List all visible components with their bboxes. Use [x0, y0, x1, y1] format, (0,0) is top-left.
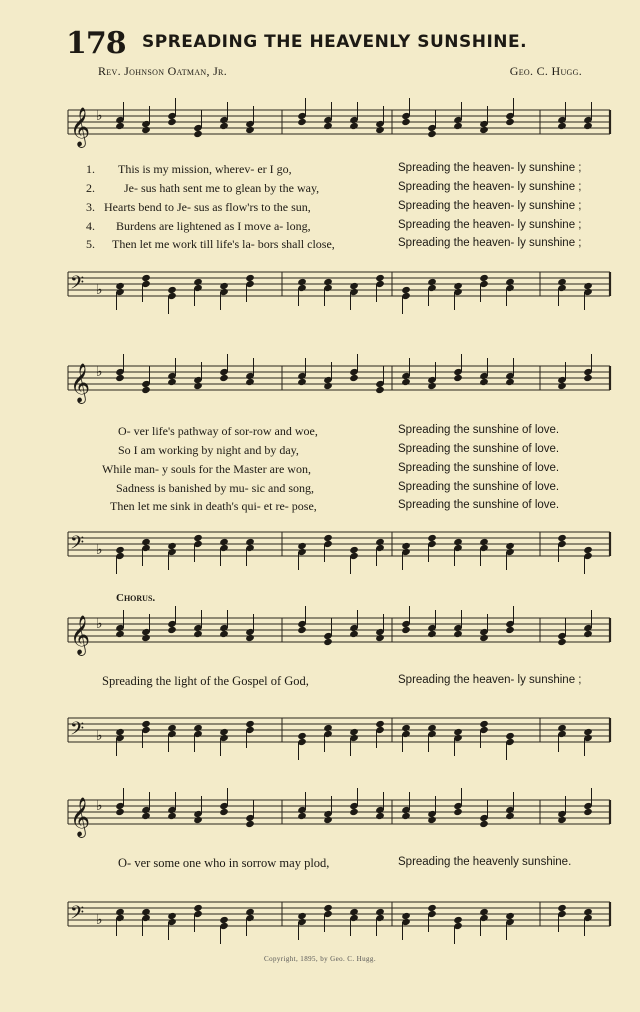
- lyric-text: Then let me sink in death's qui- et re- pose,: [110, 499, 317, 513]
- lyric-text: Spreading the light of the Gospel of God,: [102, 674, 309, 688]
- bass-staff-system-2: [0, 518, 640, 588]
- lyric-text-refrain: Spreading the heaven- ly sunshine ;: [398, 162, 582, 174]
- bass-clef-icon: 𝄢: [70, 719, 85, 744]
- treble-staff-system-2: [0, 352, 640, 422]
- note-head: [141, 386, 151, 394]
- note-head: [349, 374, 359, 382]
- treble-clef-icon: 𝄞: [70, 107, 91, 147]
- treble-staff-system-4: [0, 786, 640, 846]
- lyric-text-refrain: Spreading the heaven- ly sunshine ;: [398, 200, 582, 212]
- note-head: [193, 630, 203, 638]
- lyric-text: O- ver life's pathway of sor-row and woe,: [118, 424, 318, 438]
- composer-credit: Geo. C. Hugg.: [509, 64, 582, 78]
- note-head: [245, 126, 255, 134]
- lyric-text-refrain: Spreading the heaven- ly sunshine ;: [398, 181, 582, 193]
- note-head: [505, 626, 515, 634]
- note-head: [505, 378, 515, 386]
- note-head: [219, 808, 229, 816]
- treble-clef-icon: 𝄞: [70, 797, 91, 837]
- note-head: [245, 634, 255, 642]
- treble-staff-system-3: [0, 604, 640, 664]
- note-head: [323, 816, 333, 824]
- note-head: [401, 626, 411, 634]
- note-head: [375, 126, 385, 134]
- lyric-text-refrain: Spreading the heaven- ly sunshine ;: [398, 219, 582, 231]
- verse-number: 3.: [86, 200, 95, 214]
- flat-key-signature-icon: ♭: [96, 798, 103, 814]
- note-head: [193, 816, 203, 824]
- note-head: [115, 122, 125, 130]
- note-head: [219, 122, 229, 130]
- lyric-text: This is my mission, wherev- er I go,: [118, 162, 292, 176]
- note-head: [557, 638, 567, 646]
- note-head: [427, 816, 437, 824]
- treble-clef-icon: 𝄞: [70, 363, 91, 403]
- note-head: [453, 374, 463, 382]
- note-head: [479, 378, 489, 386]
- note-head: [557, 816, 567, 824]
- note-head: [219, 630, 229, 638]
- flat-key-signature-icon: ♭: [96, 108, 103, 124]
- note-head: [193, 130, 203, 138]
- lyric-text: Hearts bend to Je- sus as flow'rs to the sun,: [104, 200, 311, 214]
- note-head: [349, 122, 359, 130]
- note-head: [453, 122, 463, 130]
- note-head: [583, 122, 593, 130]
- hymn-title: SPREADING THE HEAVENLY SUNSHINE.: [142, 32, 528, 52]
- verse-number: 2.: [86, 181, 95, 195]
- lyric-text-refrain: Spreading the sunshine of love.: [398, 424, 560, 436]
- note-head: [375, 634, 385, 642]
- verse-number: 1.: [86, 162, 95, 176]
- copyright-notice: Copyright, 1895, by Geo. C. Hugg.: [264, 955, 376, 963]
- note-head: [401, 378, 411, 386]
- note-head: [375, 386, 385, 394]
- note-head: [141, 126, 151, 134]
- note-head: [557, 382, 567, 390]
- flat-key-signature-icon: ♭: [96, 364, 103, 380]
- bass-clef-icon: 𝄢: [70, 273, 85, 298]
- note-head: [115, 374, 125, 382]
- bass-clef-icon: 𝄢: [70, 903, 85, 928]
- note-head: [141, 634, 151, 642]
- flat-key-signature-icon: ♭: [96, 616, 103, 632]
- flat-key-signature-icon: ♭: [96, 728, 103, 744]
- note-head: [453, 808, 463, 816]
- lyric-text-refrain: Spreading the sunshine of love.: [398, 499, 560, 511]
- chorus-label: Chorus.: [116, 592, 156, 604]
- lyric-text: So I am working by night and by day,: [118, 443, 299, 457]
- lyricist-credit: Rev. Johnson Oatman, Jr.: [98, 64, 227, 78]
- note-head: [219, 374, 229, 382]
- note-head: [427, 382, 437, 390]
- note-head: [401, 812, 411, 820]
- note-head: [193, 382, 203, 390]
- hymn-number: 178: [66, 26, 126, 61]
- note-head: [167, 812, 177, 820]
- lyric-text: Sadness is banished by mu- sic and song,: [116, 481, 314, 495]
- note-head: [401, 118, 411, 126]
- note-head: [167, 378, 177, 386]
- lyric-text-refrain: Spreading the sunshine of love.: [398, 481, 560, 493]
- note-head: [167, 626, 177, 634]
- note-head: [453, 630, 463, 638]
- flat-key-signature-icon: ♭: [96, 912, 103, 928]
- bass-staff-system-3: [0, 704, 640, 764]
- note-head: [583, 808, 593, 816]
- note-head: [297, 812, 307, 820]
- bass-clef-icon: 𝄢: [70, 533, 85, 558]
- note-head: [323, 638, 333, 646]
- lyric-text: Then let me work till life's la- bors shall close,: [112, 237, 335, 251]
- note-head: [427, 630, 437, 638]
- flat-key-signature-icon: ♭: [96, 542, 103, 558]
- lyric-text: While man- y souls for the Master are won,: [102, 462, 311, 476]
- note-head: [167, 118, 177, 126]
- lyric-text-refrain: Spreading the sunshine of love.: [398, 462, 560, 474]
- note-head: [427, 130, 437, 138]
- note-head: [349, 808, 359, 816]
- note-head: [115, 630, 125, 638]
- note-head: [245, 820, 255, 828]
- verse-number: 5.: [86, 237, 95, 251]
- lyric-text: Je- sus hath sent me to glean by the way,: [124, 181, 320, 195]
- note-head: [323, 382, 333, 390]
- note-head: [505, 812, 515, 820]
- lyric-text-refrain: Spreading the sunshine of love.: [398, 443, 560, 455]
- bass-staff-system-4: [0, 888, 640, 948]
- treble-staff-system-1: [0, 96, 640, 156]
- note-head: [375, 812, 385, 820]
- note-head: [349, 630, 359, 638]
- note-head: [297, 118, 307, 126]
- note-head: [297, 378, 307, 386]
- treble-clef-icon: 𝄞: [70, 615, 91, 655]
- note-head: [583, 630, 593, 638]
- note-head: [479, 820, 489, 828]
- bass-staff-system-1: [0, 258, 640, 318]
- lyric-text-refrain: Spreading the heaven- ly sunshine ;: [398, 674, 582, 686]
- note-head: [115, 808, 125, 816]
- note-head: [479, 634, 489, 642]
- lyric-text-refrain: Spreading the heaven- ly sunshine ;: [398, 237, 582, 249]
- note-head: [479, 126, 489, 134]
- note-head: [557, 122, 567, 130]
- note-head: [245, 378, 255, 386]
- note-head: [297, 626, 307, 634]
- note-head: [141, 812, 151, 820]
- flat-key-signature-icon: ♭: [96, 282, 103, 298]
- lyric-text-refrain: Spreading the heavenly sunshine.: [398, 856, 572, 868]
- lyric-text: Burdens are lightened as I move a- long,: [116, 219, 311, 233]
- note-head: [505, 118, 515, 126]
- note-head: [583, 374, 593, 382]
- note-head: [323, 122, 333, 130]
- lyric-text: O- ver some one who in sorrow may plod,: [118, 856, 330, 870]
- verse-number: 4.: [86, 219, 95, 233]
